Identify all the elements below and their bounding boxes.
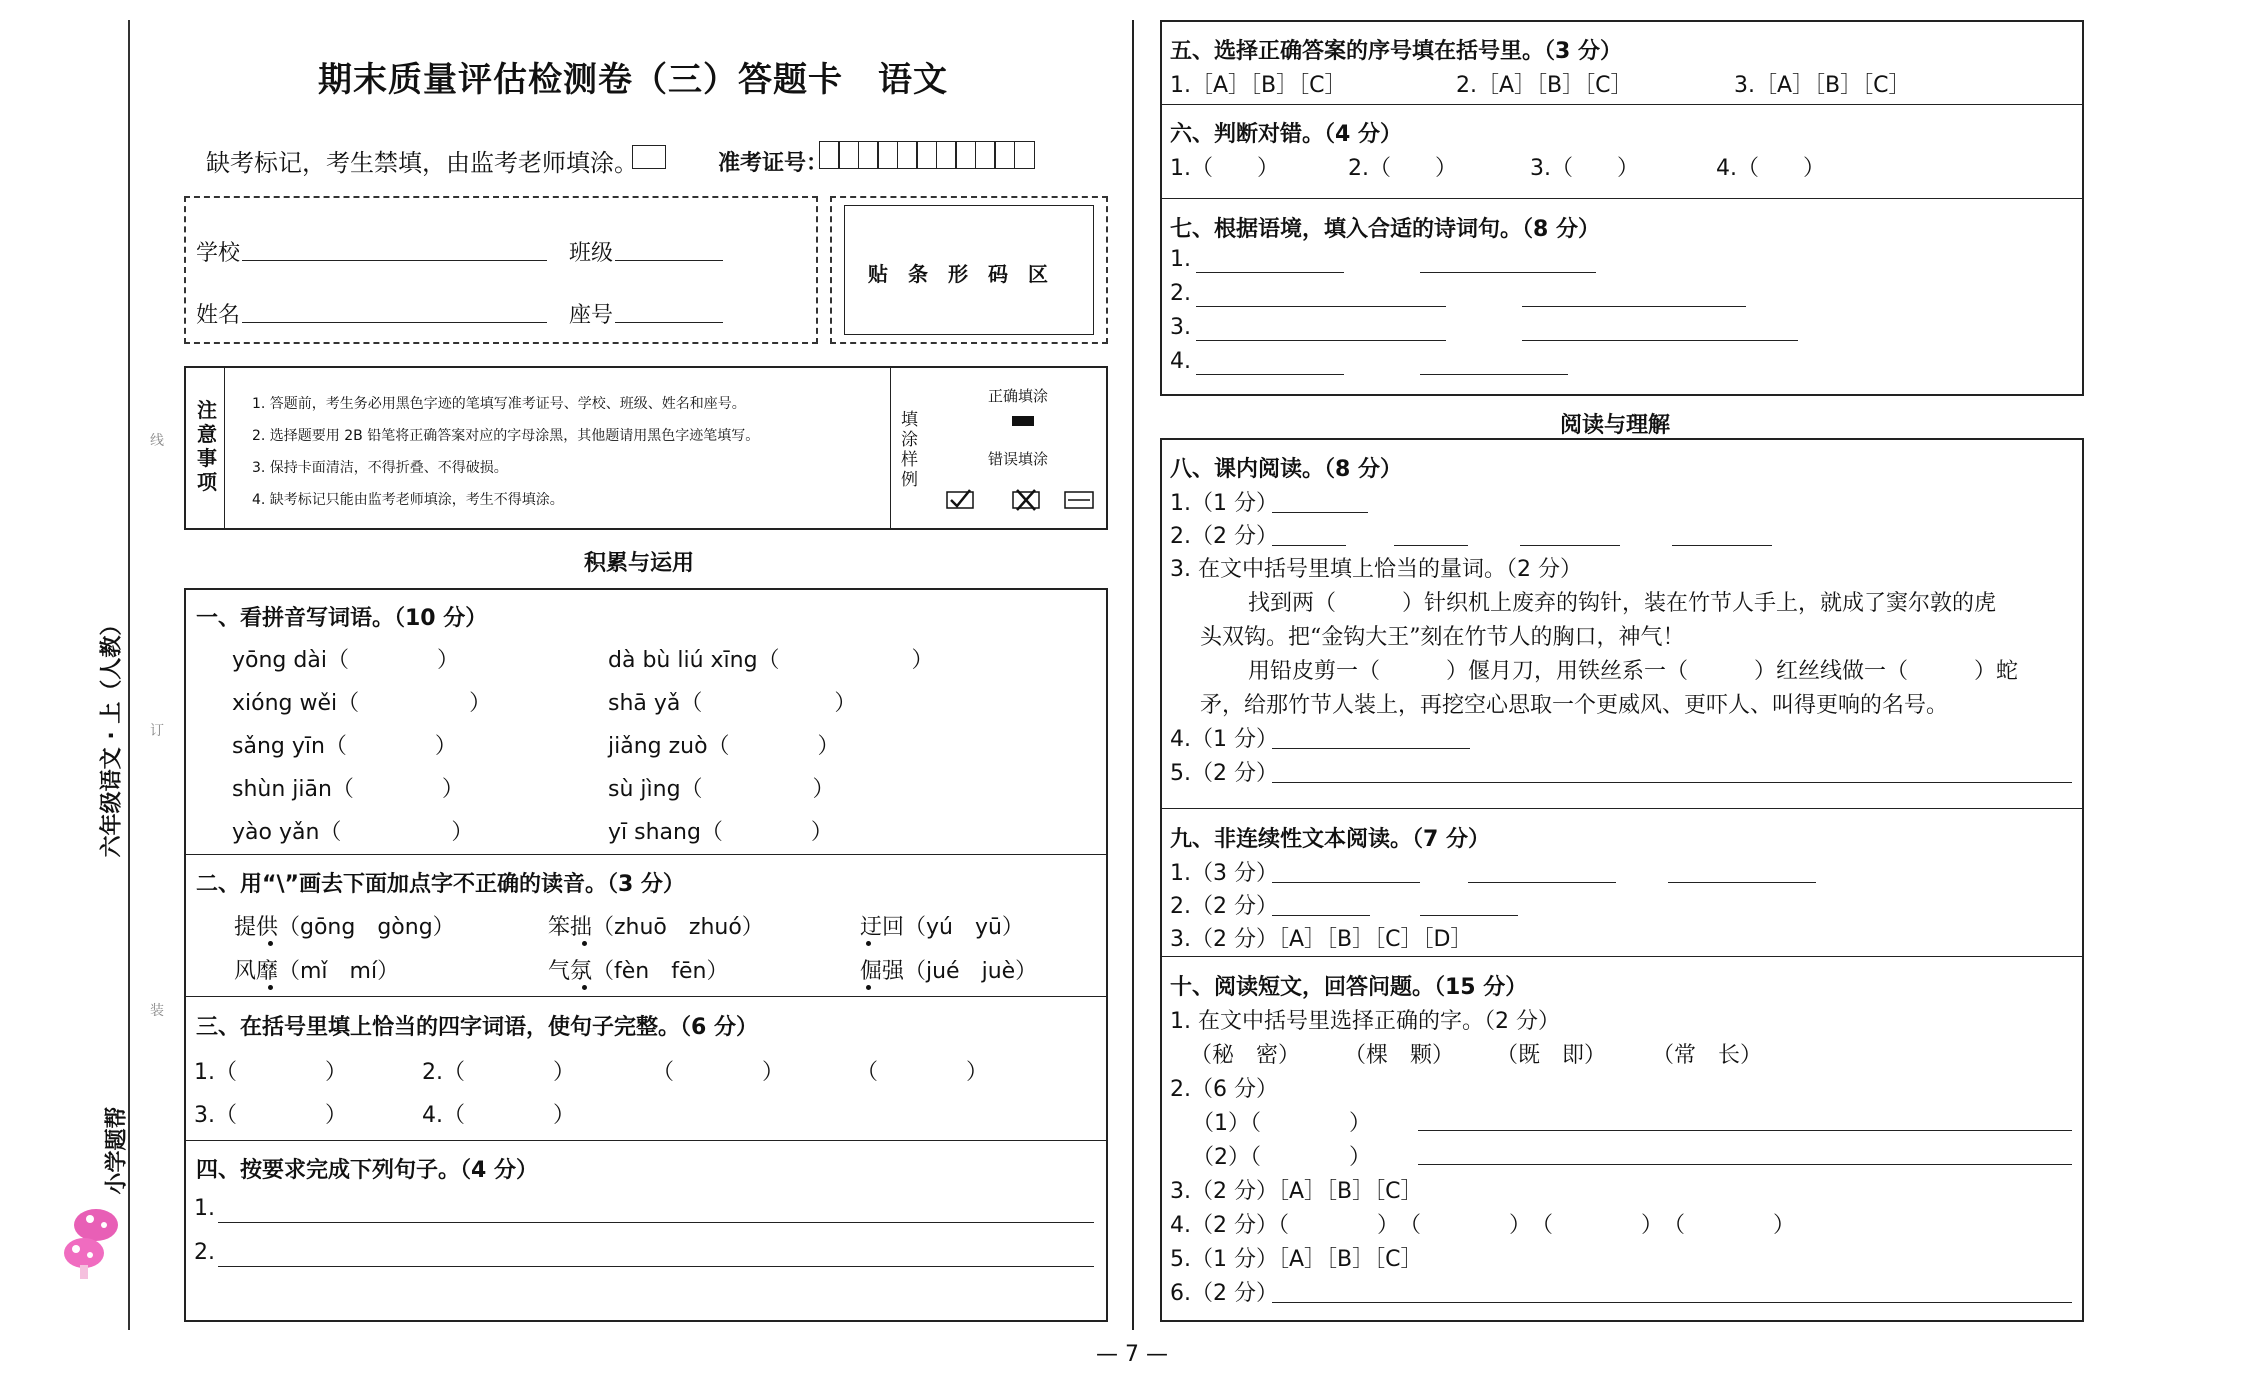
section-divider [1160,808,2084,809]
class-label: 班级 [569,241,614,266]
q7-line-label: 1. [1170,247,1191,272]
section-divider [1160,956,2084,957]
q4-line-label: 2. [194,1240,215,1265]
q1-title: 一、看拼音写词语。（10 分） [196,606,488,631]
q6-item: 4.（ ） [1716,156,1825,181]
q8-line: 5.（2 分） [1170,761,1278,786]
q7-answer-line[interactable] [1196,374,1344,375]
q4-line-label: 1. [194,1196,215,1221]
q4-title: 四、按要求完成下列句子。（4 分） [196,1158,538,1183]
school-label: 学校 [196,241,241,266]
q2-item: 迂回（yú yū） [860,915,1024,940]
q10-answer-line[interactable] [1272,1302,2072,1303]
q8-line: 3. 在文中括号里填上恰当的量词。（2 分） [1170,557,1582,582]
q9-line: 1.（3 分） [1170,861,1278,886]
binding-mark: 订 [150,723,164,739]
q5-item[interactable]: 3.［A］［B］［C］ [1734,73,1911,98]
q10-answer-line[interactable] [1418,1164,2072,1165]
emphasis-dot [582,985,587,990]
q4-answer-line[interactable] [218,1222,1094,1223]
q8-answer-line[interactable] [1520,545,1620,546]
q6-item: 2.（ ） [1348,156,1457,181]
school-field[interactable] [242,260,547,261]
binding-mark: 线 [150,433,164,449]
q6-title: 六、判断对错。（4 分） [1170,122,1402,147]
q7-answer-line[interactable] [1420,374,1568,375]
q7-answer-line[interactable] [1196,306,1446,307]
q10-line: 6.（2 分） [1170,1281,1278,1306]
q2-item: 气氛（fèn fēn） [548,959,729,984]
notice-item: 3. 保持卡面清洁，不得折叠、不得破损。 [252,460,508,476]
q3-item: 3.（ ） [194,1103,347,1128]
q9-answer-line[interactable] [1468,882,1616,883]
q3-item: （ ） [652,1060,785,1085]
wrong-fill-sample-check [946,486,974,514]
q10-sub: （2）（ ） [1192,1145,1371,1170]
wrong-fill-sample-line [1064,486,1094,514]
q5-item[interactable]: 1.［A］［B］［C］ [1170,73,1347,98]
emphasis-dot [582,941,587,946]
section-divider [184,854,1108,855]
q8-line: 1.（1 分） [1170,491,1278,516]
name-field[interactable] [242,322,547,323]
q8-line: 2.（2 分） [1170,524,1278,549]
q7-answer-line[interactable] [1196,340,1446,341]
q2-title: 二、用“\”画去下面加点字不正确的读音。（3 分） [196,872,685,897]
emphasis-dot [866,985,871,990]
correct-fill-label: 正确填涂 [988,387,1049,405]
class-field[interactable] [615,260,723,261]
q8-answer-line[interactable] [1394,545,1468,546]
q8-passage: 用铅皮剪一（ ）偃月刀，用铁丝系一（ ）红丝线做一（ ）蛇 [1248,659,2019,684]
q1-item: yào yǎn（ ） [232,820,474,845]
q8-title: 八、课内阅读。（8 分） [1170,457,1402,482]
exam-no-cells[interactable] [820,141,1035,169]
q10-choice: （既 即） [1496,1043,1607,1068]
q10-choice: （棵 颗） [1344,1043,1455,1068]
mushroom-logo [62,1205,122,1285]
q10-line: 4.（2 分）（ ） （ ） （ ） （ ） [1170,1213,1795,1238]
q6-item: 3.（ ） [1530,156,1639,181]
q10-line[interactable]: 3.（2 分）［A］［B］［C］ [1170,1179,1423,1204]
q10-title: 十、阅读短文，回答问题。（15 分） [1170,975,1528,1000]
q3-item: 4.（ ） [422,1103,575,1128]
notice-heading: 注意事项 [197,398,217,494]
wrong-fill-sample-cross [1012,486,1040,514]
q9-answer-line[interactable] [1420,915,1518,916]
q2-item: 倔强（jué juè） [860,959,1038,984]
sample-heading: 填涂样例 [901,410,918,490]
q1-item: dà bù liú xīng（ ） [608,648,934,673]
q7-line-label: 3. [1170,315,1191,340]
q10-line: 1. 在文中括号里选择正确的字。（2 分） [1170,1009,1560,1034]
q8-answer-line[interactable] [1272,748,1470,749]
section-divider [184,996,1108,997]
seat-label: 座号 [569,303,614,328]
center-fold [1132,20,1134,1330]
q6-item: 1.（ ） [1170,156,1279,181]
page-title: 期末质量评估检测卷（三）答题卡 语文 [318,60,948,100]
q10-line: 2.（6 分） [1170,1077,1278,1102]
notice-divider [224,366,225,530]
q8-answer-line[interactable] [1272,545,1346,546]
notice-item: 2. 选择题要用 2B 铅笔将正确答案对应的字母涂黑，其他题请用黑色字迹笔填写。 [252,428,760,444]
q8-answer-line[interactable] [1272,512,1368,513]
q7-answer-line[interactable] [1522,340,1798,341]
q1-item: yī shang（ ） [608,820,833,845]
name-label: 姓名 [196,303,241,328]
wrong-fill-label: 错误填涂 [988,450,1049,468]
grade-label: 六年级语文 · 上（人教） [99,613,125,858]
q2-item: 风靡（mǐ mí） [234,959,400,984]
q2-item: 笨拙（zhuō zhuó） [548,915,764,940]
q8-line: 4.（1 分） [1170,727,1278,752]
q3-title: 三、在括号里填上恰当的四字词语，使句子完整。（6 分） [196,1015,758,1040]
q8-answer-line[interactable] [1672,545,1772,546]
q10-sub: （1）（ ） [1192,1111,1371,1136]
q7-title: 七、根据语境，填入合适的诗词句。（8 分） [1170,217,1600,242]
section-title: 积累与运用 [584,551,695,576]
q3-item: 1.（ ） [194,1060,347,1085]
q8-passage: 找到两（ ）针织机上废弃的钩针，装在竹节人手上，就成了窦尔敦的虎 [1248,591,1997,616]
seat-field[interactable] [615,322,723,323]
absent-checkbox[interactable] [632,145,666,169]
brand-label: 小学题帮 [104,1106,130,1195]
notice-divider [890,366,891,530]
barcode-label: 贴 条 形 码 区 [868,262,1048,286]
section-divider [1160,198,2084,199]
q1-item: xióng wěi（ ） [232,691,492,716]
q9-answer-line[interactable] [1272,882,1420,883]
q10-answer-line[interactable] [1418,1130,2072,1131]
page-number: — 7 — [1096,1342,1168,1367]
q1-item: shā yǎ（ ） [608,691,857,716]
emphasis-dot [866,941,871,946]
q10-choice: （秘 密） [1190,1043,1301,1068]
q5-title: 五、选择正确答案的序号填在括号里。（3 分） [1170,39,1622,64]
q9-answer-line[interactable] [1668,882,1816,883]
section-title: 阅读与理解 [1560,413,1671,438]
q10-choice: （常 长） [1652,1043,1763,1068]
section-divider [184,1140,1108,1141]
notice-item: 1. 答题前，考生务必用黑色字迹的笔填写准考证号、学校、班级、姓名和座号。 [252,396,746,412]
q8-answer-line[interactable] [1272,782,2072,783]
q9-answer-line[interactable] [1272,915,1370,916]
q7-answer-line[interactable] [1522,306,1746,307]
q1-item: yōng dài（ ） [232,648,459,673]
binding-mark: 装 [150,1003,164,1019]
q3-item: 2.（ ） [422,1060,575,1085]
q8-passage: 头双钩。把“金钩大王”刻在竹节人的胸口，神气！ [1200,625,1685,650]
exam-no-label: 准考证号： [718,151,829,176]
section-divider [1160,104,2084,105]
q3-item: （ ） [856,1060,989,1085]
notice-item: 4. 缺考标记只能由监考老师填涂，考生不得填涂。 [252,492,564,508]
q1-item: jiǎng zuò（ ） [608,734,840,759]
correct-fill-sample [1012,416,1034,426]
q9-title: 九、非连续性文本阅读。（7 分） [1170,827,1490,852]
q8-passage: 矛，给那竹节人装上，再挖空心思取一个更威风、更吓人、叫得更响的名号。 [1200,693,1949,718]
q7-answer-line[interactable] [1420,272,1596,273]
q9-line[interactable]: 3.（2 分）［A］［B］［C］［D］ [1170,927,1473,952]
q7-line-label: 4. [1170,349,1191,374]
absent-note: 缺考标记，考生禁填，由监考老师填涂。 [206,149,638,177]
q5-item[interactable]: 2.［A］［B］［C］ [1456,73,1633,98]
q7-line-label: 2. [1170,281,1191,306]
emphasis-dot [268,941,273,946]
emphasis-dot [268,985,273,990]
q1-item: sǎng yīn（ ） [232,734,457,759]
q1-item: sù jìng（ ） [608,777,835,802]
q4-answer-line[interactable] [218,1266,1094,1267]
q9-line: 2.（2 分） [1170,894,1278,919]
q10-line[interactable]: 5.（1 分）［A］［B］［C］ [1170,1247,1423,1272]
q1-item: shùn jiān（ ） [232,777,464,802]
q7-answer-line[interactable] [1196,272,1344,273]
q2-item: 提供（gōng gòng） [234,915,455,940]
